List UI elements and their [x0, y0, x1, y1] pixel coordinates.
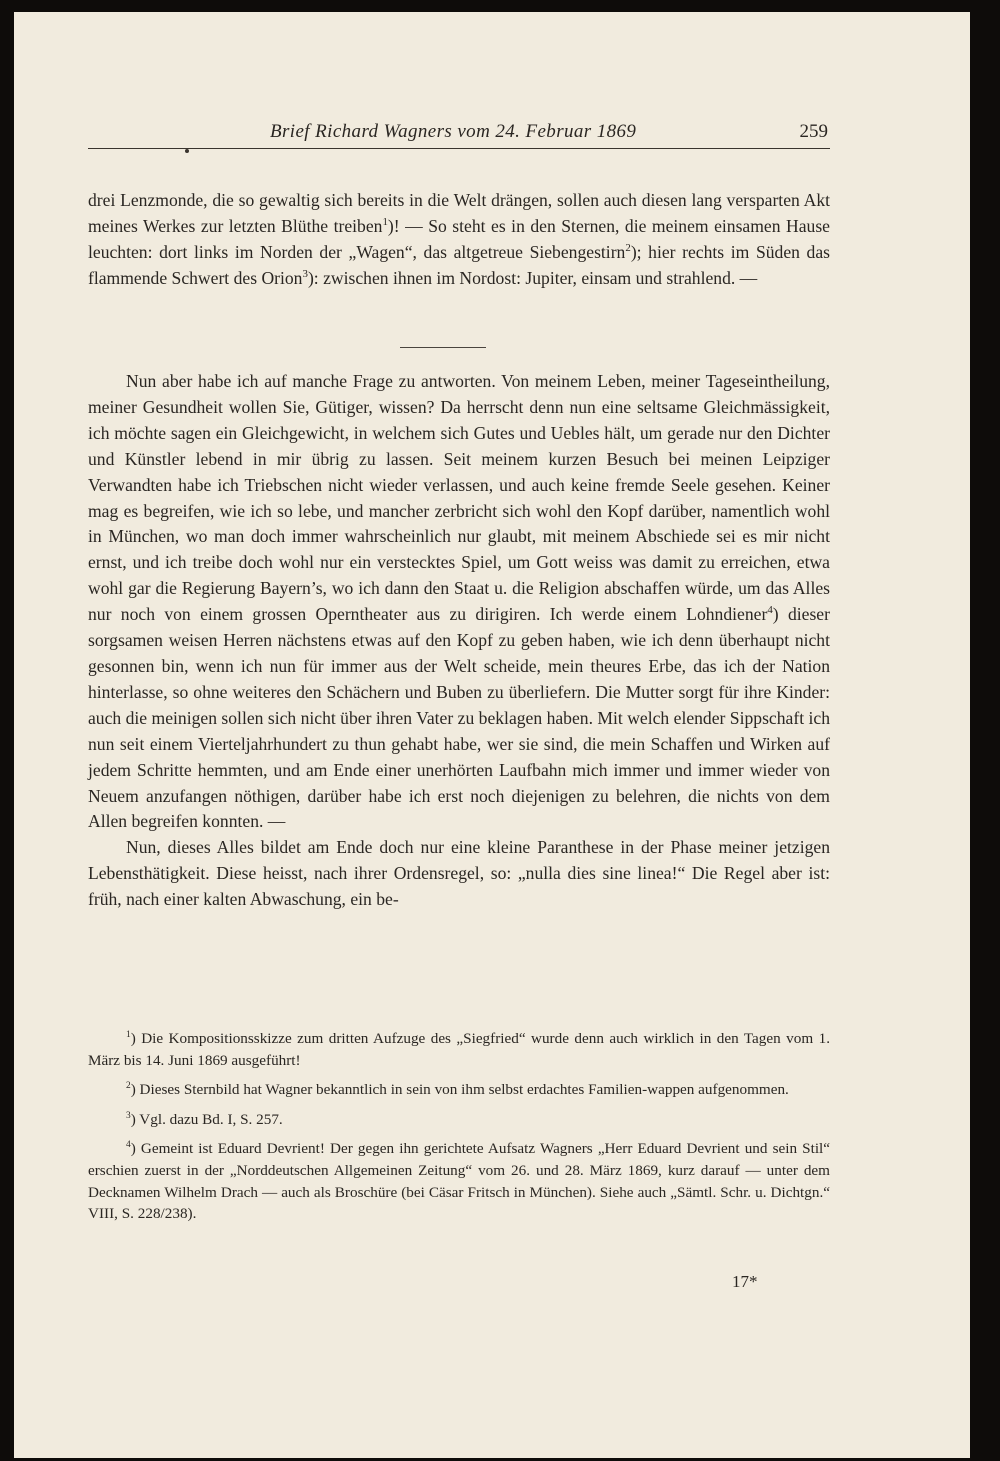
paragraph-continuation	[88, 188, 830, 292]
paragraph	[88, 835, 830, 913]
footnote-marker: 2	[126, 1081, 131, 1092]
text-run: drei Lenzmonde, die so gewaltig sich bereits in die Welt drängen, sollen auch diesen lang versparten Akt meines Werkes zur letzten Blüthe treiben	[88, 190, 830, 236]
footnote	[88, 1138, 830, 1224]
section-divider	[400, 347, 486, 348]
main-text	[88, 369, 830, 913]
running-header	[88, 118, 830, 149]
signature-mark: 17*	[732, 1272, 758, 1291]
footnotes	[88, 1028, 830, 1233]
footnote	[88, 1109, 830, 1131]
paragraph	[88, 369, 830, 835]
text-run: ): zwischen ihnen im Nordost: Jupiter, einsam und strahlend. —	[307, 267, 758, 288]
footnote-marker: 1	[126, 1029, 131, 1040]
text-run: Nun, dieses Alles bildet am Ende doch nur eine kleine Paranthese in der Phase meiner jetzigen Lebensthätigkeit. Diese heisst, nach ihrer Ordensregel, so: „nulla dies sine linea!“ Die Regel aber ist: früh, nach einer kalten Abwaschung, ein be-	[88, 837, 830, 910]
ink-dot	[185, 149, 189, 153]
footnote	[88, 1028, 830, 1071]
footnote-marker: 3	[302, 267, 308, 280]
text-run: ) dieser sorgsamen weisen Herren nächstens etwas auf den Kopf zu geben haben, wie ich denn überhaupt nicht gesonnen bin, wenn ich nun für immer aus der Welt scheide, mein theures Erbe, das ich der Nation hinterlasse, so ohne weiteres den Schächern und Buben zu überliefern. Die Mutter sorgt für ihre Kinder: auch die meinigen sollen sich nicht über ihren Vater zu beklagen haben. Mit welch elender Sippschaft ich nun seit einem Vierteljahrhundert zu thun gehabt habe, wer sie sind, die mein Schaffen und Wirken auf jedem Schritte hemmten, und am Ende einer unerhörten Laufbahn mich immer und immer wieder von Neuem anzufangen nöthigen, darüber habe ich erst noch diejenigen zu belehren, die nichts von dem Allen begreifen konnten. —	[88, 604, 830, 832]
footnote-marker: 3	[126, 1110, 131, 1121]
footnote-marker: 4	[767, 604, 773, 617]
footnote-marker: 1	[382, 216, 388, 229]
text-run: ) Dieses Sternbild hat Wagner bekanntlich in sein von ihm selbst erdachtes Familien-wappen aufgenommen.	[130, 1081, 789, 1099]
text-run: Nun aber habe ich auf manche Frage zu antworten. Von meinem Leben, meiner Tageseintheilung, meiner Gesundheit wollen Sie, Gütiger, wissen? Da herrscht denn nun eine seltsame Gleichmässigkeit, ich möchte sagen ein Gleichgewicht, in welchem sich Gutes und Uebles hält, um gerade nur den Dichter und Künstler lebend in mir übrig zu lassen. Seit meinem kurzen Besuch bei meinen Leipziger Verwandten habe ich Triebschen nicht wieder verlassen, und auch keine fremde Seele gesehen. Keiner mag es begreifen, wie ich so lebe, und mancher zerbricht sich wohl den Kopf darüber, namentlich wohl in München, wo man doch immer wahrscheinlich nur glaubt, mit meinem Abschiede sei es mir nicht ernst, und ich treibe doch wohl nur ein verstecktes Spiel, um Gott weiss was damit zu erreichen, etwa wohl gar die Regierung Bayern’s, wo ich dann den Staat u. die Religion abschaffen würde, um das Alles nur noch von einem grossen Operntheater aus zu dirigiren. Ich werde einem Lohndiener	[88, 371, 830, 625]
book-page	[14, 12, 970, 1458]
text-run: )! — So steht es in den Sternen, die meinem einsamen Hause leuchten: dort links im Norden der „Wagen“, das altgetreue Siebengestirn	[88, 215, 830, 262]
footnote-marker: 4	[126, 1140, 131, 1151]
text-run: ) Vgl. dazu Bd. I, S. 257.	[130, 1110, 283, 1128]
paragraph	[88, 188, 830, 292]
footnote-marker: 2	[625, 241, 631, 254]
running-title: Brief Richard Wagners vom 24. Februar 1869	[270, 121, 637, 142]
text-run: ); hier rechts im Süden das flammende Schwert des Orion	[88, 241, 830, 288]
footnote	[88, 1079, 830, 1101]
page-number: 259	[799, 121, 828, 142]
text-run: ) Gemeint ist Eduard Devrient! Der gegen ihn gerichtete Aufsatz Wagners „Herr Eduard Devrient und sein Stil“ erschien zuerst in der „Norddeutschen Allgemeinen Zeitung“ vom 26. und 28. März 1869, kurz darauf — unter dem Decknamen Wilhelm Drach — auch als Broschüre (bei Cäsar Fritsch in München). Siehe auch „Sämtl. Schr. u. Dichtgn.“ VIII, S. 228/238).	[88, 1140, 830, 1223]
text-run: ) Die Kompositionsskizze zum dritten Aufzuge des „Siegfried“ wurde denn auch wirklich in den Tagen vom 1. März bis 14. Juni 1869 ausgeführt!	[88, 1030, 830, 1069]
